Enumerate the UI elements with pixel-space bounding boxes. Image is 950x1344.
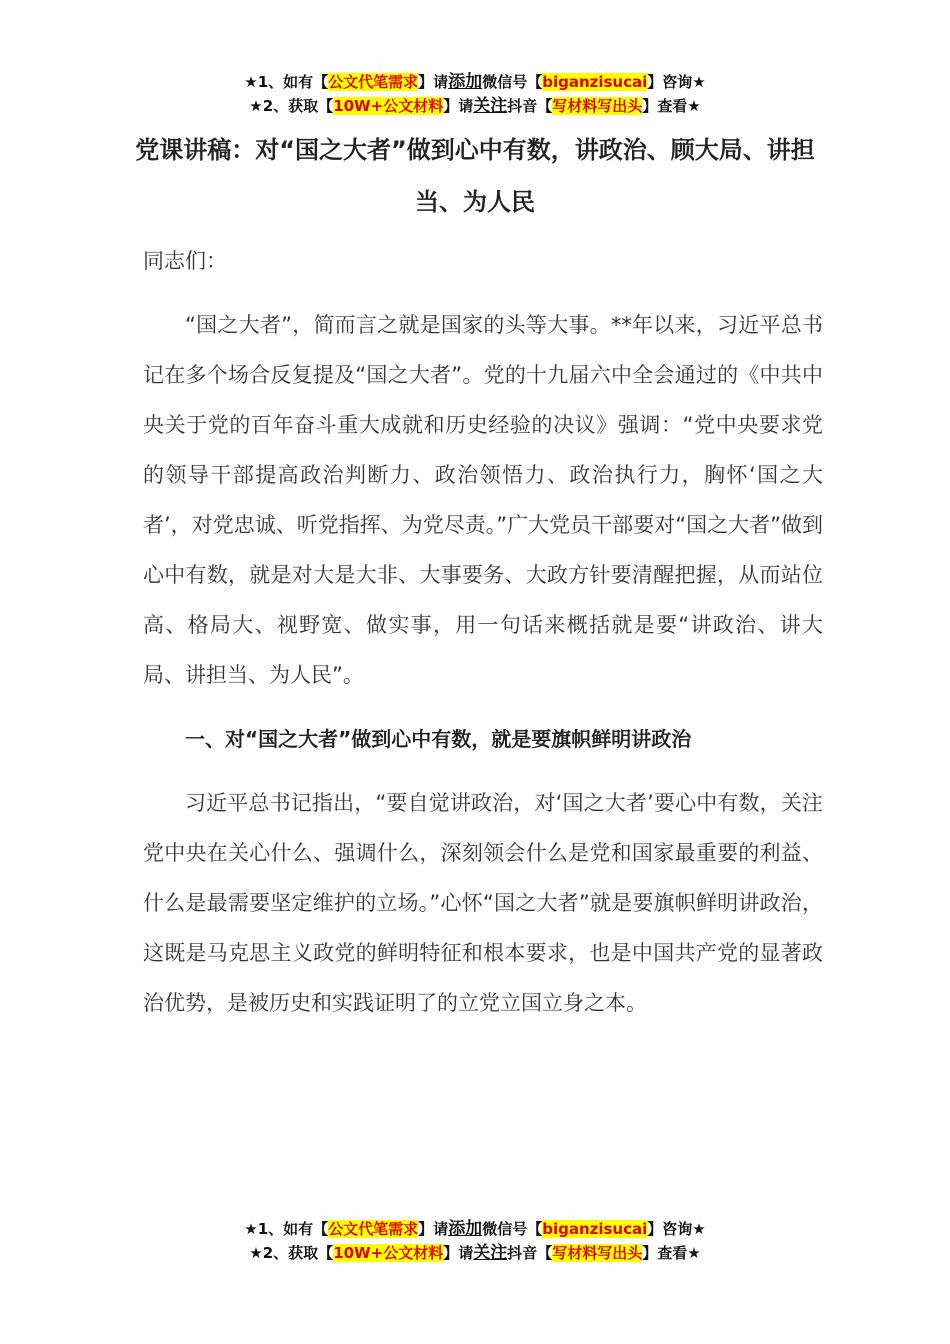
- emphasis-text: 添加: [448, 1219, 483, 1239]
- banner-text: 】查看★: [642, 1244, 701, 1262]
- douyin-id-highlight: 写材料写出头: [552, 1244, 643, 1262]
- banner-text: 】请: [443, 97, 474, 115]
- banner-text: 】请: [443, 1244, 474, 1262]
- highlight-text: 公文代笔需求: [328, 1220, 419, 1238]
- banner-text: 抖音【: [507, 97, 553, 115]
- banner-text: ★2、获取【: [249, 97, 334, 115]
- footer-banner: [0, 1217, 950, 1265]
- banner-text: ★1、如有【: [244, 1220, 329, 1238]
- banner-text: 】咨询★: [647, 73, 706, 91]
- banner-line-1: [0, 1217, 950, 1241]
- highlight-text: 10W+公文材料: [333, 97, 444, 115]
- section-heading-1: 一、对“国之大者”做到心中有数，就是要旗帜鲜明讲政治: [185, 727, 692, 751]
- header-banner: [0, 70, 950, 118]
- document-title: 党课讲稿：对“国之大者”做到心中有数，讲政治、顾大局、讲担当、为人民: [135, 136, 815, 216]
- banner-text: 】咨询★: [647, 1220, 706, 1238]
- document-body: [143, 236, 823, 1028]
- banner-text: 】请: [418, 1220, 449, 1238]
- banner-text: 】请: [418, 73, 449, 91]
- emphasis-text: 关注: [473, 96, 508, 116]
- highlight-text: 公文代笔需求: [328, 73, 419, 91]
- banner-text: 】查看★: [642, 97, 701, 115]
- douyin-id-highlight: 写材料写出头: [552, 97, 643, 115]
- banner-line-1: [0, 70, 950, 94]
- paragraph-2: 习近平总书记指出，“要自觉讲政治，对‘国之大者’要心中有数，关注党中央在关心什么、强调什么，深刻领会什么是党和国家最重要的利益、什么是最需要坚定维护的立场。”心怀“国之大者”就是要旗帜鲜明讲政治，这既是马克思主义政党的鲜明特征和根本要求，也是中国共产党的显著政治优势，是被历史和实践证明了的立党立国立身之本。: [143, 791, 823, 1015]
- wechat-id-highlight: biganzisucai: [542, 1220, 648, 1238]
- banner-text: ★1、如有【: [244, 73, 329, 91]
- banner-text: ★2、获取【: [249, 1244, 334, 1262]
- banner-line-2: [0, 94, 950, 118]
- wechat-id-highlight: biganzisucai: [542, 73, 648, 91]
- banner-text: 微信号【: [482, 1220, 543, 1238]
- banner-text: 微信号【: [482, 73, 543, 91]
- emphasis-text: 关注: [473, 1243, 508, 1263]
- banner-text: 抖音【: [507, 1244, 553, 1262]
- paragraph-1: “国之大者”，简而言之就是国家的头等大事。**年以来，习近平总书记在多个场合反复提及“国之大者”。党的十九届六中全会通过的《中共中央关于党的百年奋斗重大成就和历史经验的决议》强调：“党中央要求党的领导干部提高政治判断力、政治领悟力、政治执行力，胸怀‘国之大者’，对党忠诚、听党指挥、为党尽责。”广大党员干部要对“国之大者”做到心中有数，就是对大是大非、大事要务、大政方针要清醒把握，从而站位高、格局大、视野宽、做实事，用一句话来概括就是要“讲政治、讲大局、讲担当、为人民”。: [143, 313, 823, 687]
- emphasis-text: 添加: [448, 72, 483, 92]
- highlight-text: 10W+公文材料: [333, 1244, 444, 1262]
- banner-line-2: [0, 1241, 950, 1265]
- salutation: 同志们：: [143, 249, 227, 273]
